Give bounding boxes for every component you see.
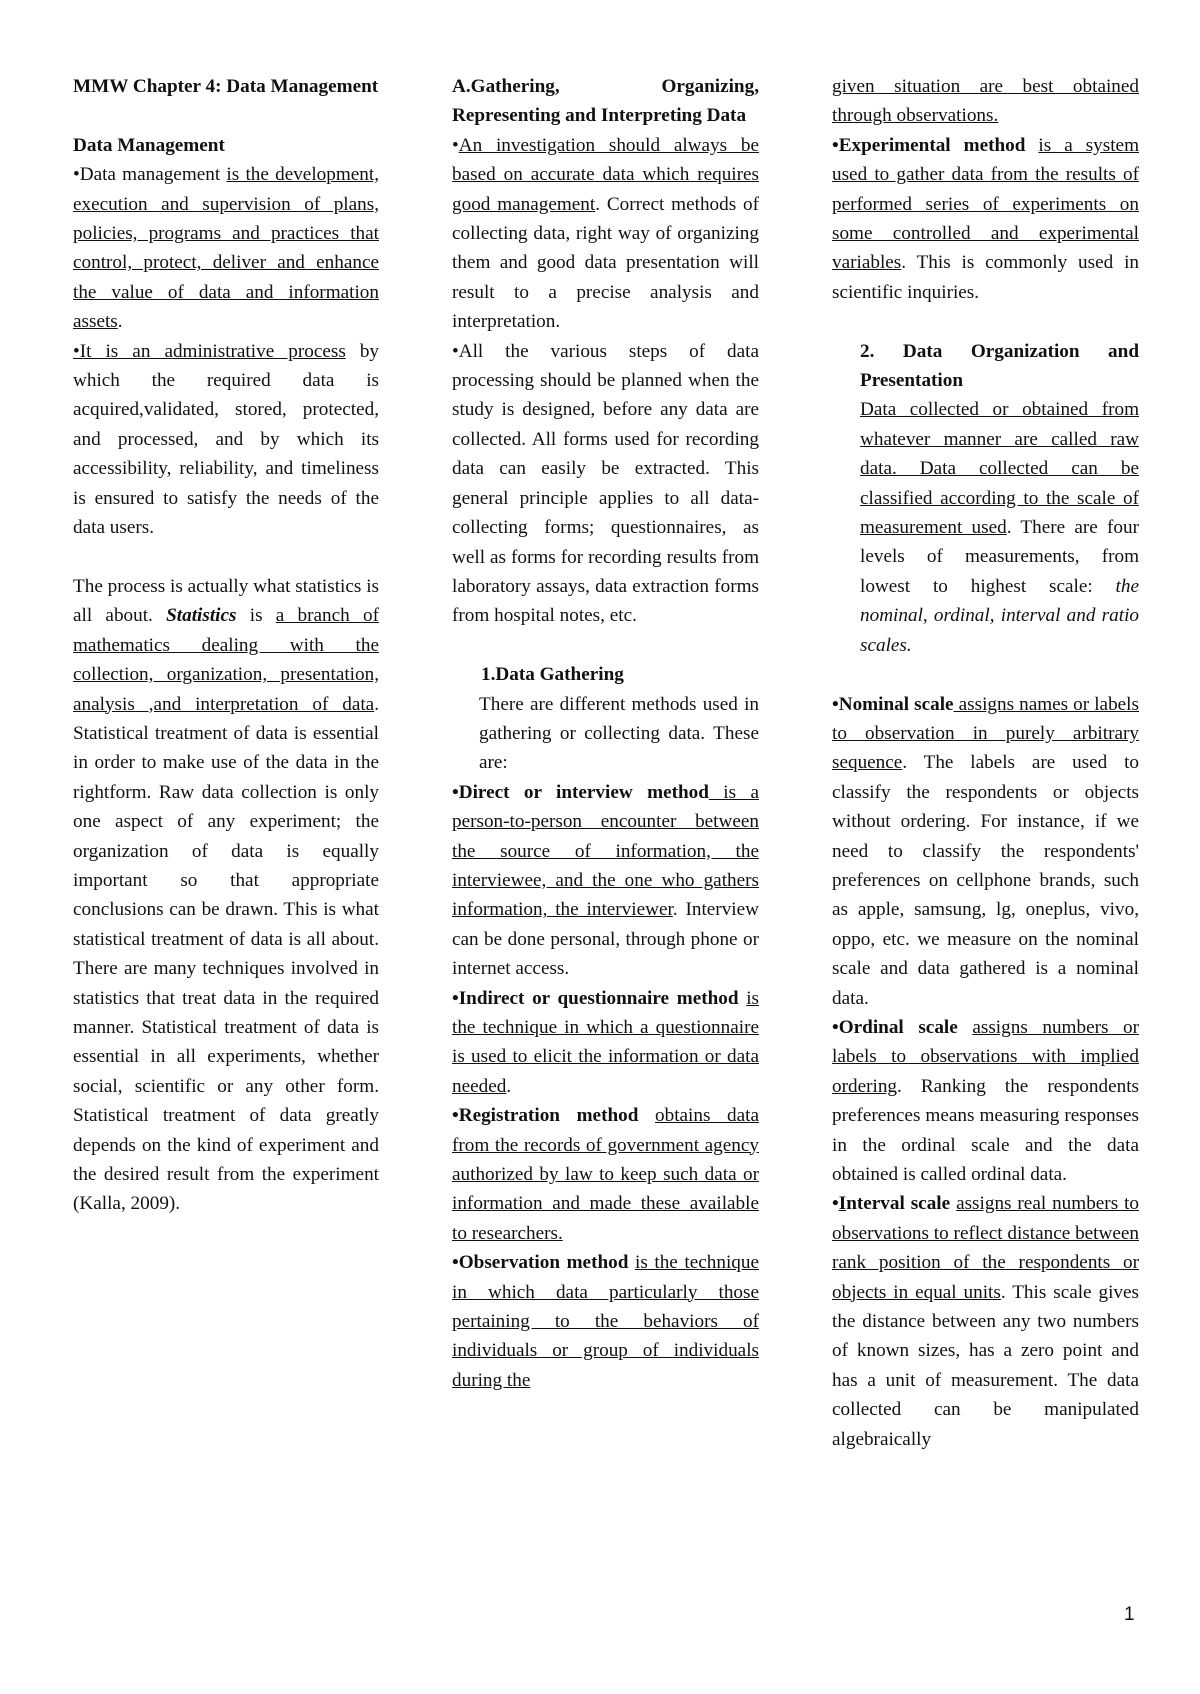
- method-observation: [452, 1248, 759, 1395]
- text-run: . Interview can be done personal, through phone or internet access.: [452, 899, 759, 980]
- text-run: . Correct methods of collecting data, right way of organizing them and good data presentation will result to a precise analysis and interpretation.: [452, 193, 759, 333]
- underlined-text: assigns numbers or labels to observations with implied ordering: [832, 1016, 1139, 1097]
- method-registration: [452, 1101, 759, 1248]
- scale-name: •Ordinal scale: [832, 1016, 958, 1038]
- text-run: . There are four levels of measurements, from lowest to highest scale:: [860, 517, 1139, 597]
- text-run: .: [506, 1075, 512, 1097]
- document-title: MMW Chapter 4: Data Management: [73, 76, 379, 97]
- paragraph-investigation: [452, 131, 759, 337]
- paragraph-definition: [73, 160, 379, 336]
- scale-name: nterval scale: [846, 1193, 951, 1215]
- method-name: •Registration method: [452, 1105, 639, 1127]
- method-name: •Indirect or questionnaire method: [452, 987, 739, 1009]
- paragraph-statistics: [73, 572, 379, 1219]
- text-run: •Data management: [73, 164, 227, 186]
- underlined-text: assigns real numbers to observations to reflect distance between rank position of the respondents or objects in equal units: [832, 1193, 1139, 1303]
- text-run: . Ranking the respondents preferences means measuring responses in the ordinal scale and the data obtained is called ordinal data.: [832, 1075, 1139, 1185]
- method-name: •Observation method: [452, 1252, 629, 1274]
- emphasis-term: Statistics: [166, 605, 237, 627]
- text-run: [1025, 135, 1038, 156]
- text-run: [628, 1252, 635, 1273]
- text-run: .: [117, 311, 123, 333]
- section-heading-data-management: Data Management: [73, 134, 225, 156]
- underlined-text: Data collected or obtained from whatever manner are called raw data. Data collected can be classified according to the scale of measurement used: [860, 399, 1139, 539]
- underlined-text: is the technique in which data particularly those pertaining to the behaviors of individuals or group of individuals during the: [452, 1252, 760, 1391]
- underlined-text: •It is an administrative process: [73, 340, 346, 362]
- column-1: [73, 72, 379, 1219]
- text-run: . This scale gives the distance between any two numbers of known sizes, has a zero point and has a unit of measurement. The data collected can be manipulated algebraically: [832, 1281, 1139, 1450]
- scale-ordinal: [832, 1013, 1139, 1189]
- text-run: [958, 1017, 973, 1038]
- text-run: . The labels are used to classify the respondents or objects without ordering. For instance, if we need to classify the respondents' preferences on cellphone brands, such as apple, samsung, lg, oneplus, vivo, oppo, etc. we measure on the nominal scale and data gathered is a nominal data.: [832, 752, 1139, 1009]
- underlined-text: is the technique in which a questionnaire is used to elicit the information or data needed: [452, 987, 759, 1097]
- underlined-text: assigns names or labels to observation in purely arbitrary sequence: [832, 693, 1139, 774]
- underlined-text: is a system used to gather data from the results of performed series of experiments on some controlled and experimental variables: [832, 134, 1139, 274]
- underlined-text: given situation are best obtained through observations.: [832, 76, 1139, 127]
- scale-nominal: [832, 690, 1139, 1013]
- section-heading-gathering: A.Gathering, Organizing, Representing and Interpreting Data: [452, 76, 759, 127]
- method-direct: [452, 778, 759, 984]
- method-name: •Experimental method: [832, 134, 1026, 156]
- paragraph-administrative-process: [73, 337, 379, 543]
- bullet: •: [832, 1193, 839, 1215]
- column-2: [452, 72, 759, 1395]
- scale-name-initial: I: [838, 1193, 847, 1215]
- underlined-text: obtains data from the records of government agency authorized by law to keep such data or information and made these available to researchers.: [452, 1105, 760, 1244]
- paragraph-observation-continued: [832, 72, 1139, 131]
- scale-name: •Nominal scale: [832, 693, 954, 715]
- method-experimental: [832, 131, 1139, 307]
- underlined-text: is the development, execution and supervision of plans, policies, programs and practices that control, protect, deliver and enhance the value of data and information assets: [73, 164, 380, 333]
- text-run: by which the required data is acquired,validated, stored, protected, and processed, and by which its accessibility, reliability, and timeliness is ensured to satisfy the needs of the data users.: [73, 340, 379, 539]
- paragraph-processing-steps: •All the various steps of data processing should be planned when the study is designed, before any data are collected. All forms used for recording data can easily be extracted. This general principle applies to all data-collecting forms; questionnaires, as well as forms for recording results from laboratory assays, data extraction forms from hospital notes, etc.: [452, 340, 759, 627]
- text-run: The process is actually what statistics is all about.: [73, 575, 379, 627]
- page-number: 1: [1124, 1604, 1135, 1625]
- underlined-text: is a person-to-person encounter between the source of information, the interviewee, and the one who gathers information, the interviewer: [452, 781, 759, 921]
- subheading-data-gathering: 1.Data Gathering: [481, 664, 624, 686]
- text-run: . This is commonly used in scientific inquiries.: [832, 252, 1139, 303]
- paragraph-methods-intro: There are different methods used in gathering or collecting data. These are:: [479, 693, 759, 774]
- column-3: [832, 72, 1139, 1454]
- text-run: •: [452, 134, 459, 156]
- method-indirect: [452, 984, 759, 1102]
- text-run: [638, 1105, 655, 1126]
- method-name: •Direct or interview method: [452, 781, 709, 803]
- italic-text: the nominal, ordinal, interval and ratio scales.: [860, 575, 1139, 656]
- section-heading-organization: 2. Data Organization and Presentation: [860, 340, 1139, 392]
- underlined-text: An investigation should always be based on accurate data which requires good management: [452, 134, 759, 215]
- underlined-text: a branch of mathematics dealing with the collection, organization, presentation, analysis ,and interpretation of data: [73, 605, 379, 715]
- text-run: is: [236, 605, 276, 627]
- scale-interval: [832, 1189, 1139, 1454]
- text-run: . Statistical treatment of data is essential in order to make use of the data in the rightform. Raw data collection is only one aspect of any experiment; the organization of data is equally important so that appropriate conclusions can be drawn. This is what statistical treatment of data is all about. There are many techniques involved in statistics that treat data in the required manner. Statistical treatment of data is essential in all experiments, whether social, scientific or any other form. Statistical treatment of data greatly depends on the kind of experiment and the desired result from the experiment (Kalla, 2009).: [73, 693, 379, 1215]
- paragraph-raw-data: [832, 395, 1139, 660]
